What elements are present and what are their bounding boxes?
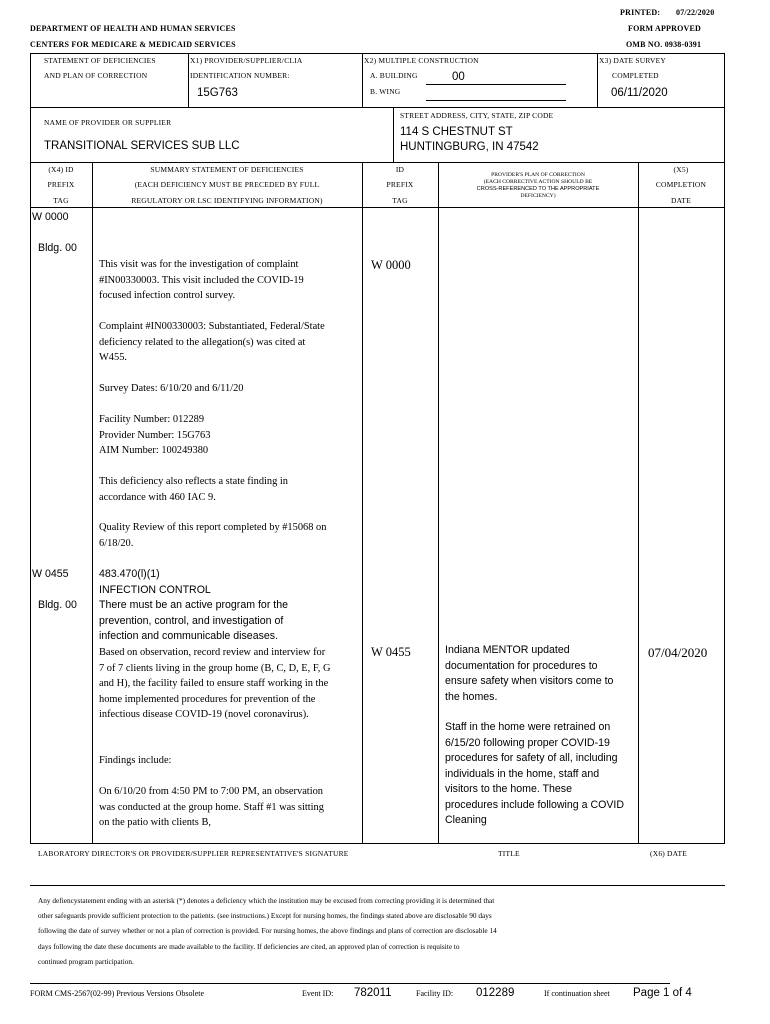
disclaimer-line4: days following the date these documents are made available to the facility. If deficiencies are cited, an approved plan of correction is requisite to <box>38 941 460 951</box>
entry1-id-tag: W 0000 <box>371 258 411 272</box>
entry2-id-tag: W 0455 <box>371 645 411 659</box>
omb-number: OMB NO. 0938-0391 <box>626 40 702 49</box>
col-summary-1: SUMMARY STATEMENT OF DEFICIENCIES <box>150 165 304 174</box>
address-line1: 114 S CHESTNUT ST <box>400 126 513 138</box>
signature-label: LABORATORY DIRECTOR'S OR PROVIDER/SUPPLIER REPRESENTATIVE'S SIGNATURE <box>38 849 349 858</box>
agency-line2: CENTERS FOR MEDICARE & MEDICAID SERVICES <box>30 40 236 49</box>
form-number: FORM CMS-2567(02-99) Previous Versions Obsolete <box>30 989 205 998</box>
entry1-aim-number: AIM Number: 100249380 <box>99 445 209 456</box>
entry2-findings-label: Findings include: <box>99 755 172 766</box>
entry1-survey-dates: Survey Dates: 6/10/20 and 6/11/20 <box>99 383 244 394</box>
page-number: Page 1 of 4 <box>633 987 692 999</box>
x2-label: X2) MULTIPLE CONSTRUCTION <box>364 56 479 65</box>
printed-label: PRINTED: <box>620 8 661 17</box>
disclaimer-line3: following the date of survey whether or not a plan of correction is provided. For nursing homes, the above findings and plans of correction are disclosable 14 <box>38 926 497 936</box>
printed-date: 07/22/2020 <box>676 8 715 17</box>
col-id-1: ID <box>395 165 405 174</box>
building-label: A. BUILDING <box>370 71 418 80</box>
x1-provider-number: 15G763 <box>197 87 238 99</box>
col-x4-3: TAG <box>53 196 69 205</box>
entry2-tag: W 0455 <box>32 568 69 580</box>
entry2-observation: Based on observation, record review and interview for 7 of 7 clients living in the group home (B, C, D, E, F, G and H), the facility failed to ensure staff working in the home implemented procedures for prevention of the infectious disease COVID-19 (novel coronavirus). <box>99 647 331 720</box>
facility-id-value: 012289 <box>476 987 515 999</box>
col-plan-4: DEFICIENCY) <box>520 193 556 199</box>
entry1-quality-review: Quality Review of this report completed by #15068 on 6/18/20. <box>99 522 327 549</box>
x1-label-2: IDENTIFICATION NUMBER: <box>190 71 290 80</box>
provider-name-label: NAME OF PROVIDER OR SUPPLIER <box>44 118 172 127</box>
survey-completed-date: 06/11/2020 <box>611 87 668 99</box>
facility-id-label: Facility ID: <box>416 989 454 998</box>
title-label: TITLE <box>498 849 520 858</box>
col-id-2: PREFIX <box>386 180 414 189</box>
entry1-tag: W 0000 <box>32 211 69 223</box>
entry2-regulation: 483.470(l)(1) <box>99 568 160 580</box>
col-summary-2: (EACH DEFICIENCY MUST BE PRECEDED BY FULL <box>134 180 320 189</box>
entry2-bldg: Bldg. 00 <box>38 599 77 611</box>
col-x5-3: DATE <box>671 196 691 205</box>
col-plan-1: PROVIDER'S PLAN OF CORRECTION <box>491 172 585 178</box>
col-x4-1: (X4) ID <box>48 165 74 174</box>
entry2-regulation-title: INFECTION CONTROL <box>99 583 211 596</box>
entry1-facility-number: Facility Number: 012289 <box>99 414 205 425</box>
x3-label-2: COMPLETED <box>612 71 659 80</box>
statement-label-2: AND PLAN OF CORRECTION <box>44 71 148 80</box>
statement-label-1: STATEMENT OF DEFICIENCIES <box>44 56 156 65</box>
disclaimer-line2: other safeguards provide sufficient protection to the patients. (see instructions.) Except for nursing homes, the findings stated above are disclosable 90 days <box>38 911 492 921</box>
entry1-state-finding: This deficiency also reflects a state finding in accordance with 460 IAC 9. <box>99 476 288 503</box>
provider-name: TRANSITIONAL SERVICES SUB LLC <box>44 140 240 152</box>
col-plan-2: (EACH CORRECTIVE ACTION SHOULD BE <box>483 179 593 185</box>
col-summary-3: REGULATORY OR LSC IDENTIFYING INFORMATION) <box>131 196 323 205</box>
entry2-completion-date: 07/04/2020 <box>648 645 708 660</box>
col-x4-2: PREFIX <box>47 180 75 189</box>
event-id-value: 782011 <box>354 987 392 999</box>
entry1-complaint: Complaint #IN00330003: Substantiated, Federal/State deficiency related to the allegation(s) was cited at W455. <box>99 321 325 363</box>
entry2-regulation-text: There must be an active program for the prevention, control, and investigation of infection and communicable diseases. <box>99 599 289 642</box>
entry2-plan-documentation: Indiana MENTOR updated documentation for procedures to ensure safety when visitors come to the homes. <box>445 644 614 703</box>
disclaimer-line5: continued program participation. <box>38 956 134 966</box>
x1-label-1: X1) PROVIDER/SUPPLIER/CLIA <box>190 56 303 65</box>
x6-date-label: (X6) DATE <box>650 849 688 858</box>
address-label: STREET ADDRESS, CITY, STATE, ZIP CODE <box>400 111 554 120</box>
col-plan-3: CROSS-REFERENCED TO THE APPROPRIATE <box>476 186 600 192</box>
continuation-label: If continuation sheet <box>544 989 610 998</box>
building-value: 00 <box>452 71 465 83</box>
col-id-3: TAG <box>392 196 408 205</box>
event-id-label: Event ID: <box>302 989 334 998</box>
col-x5-1: (X5) <box>673 165 689 174</box>
disclaimer-line1: Any defiencystatement ending with an asterisk (*) denotes a deficiency which the institution may be excused from correcting providing it is determined that <box>38 896 495 905</box>
wing-label: B. WING <box>370 87 401 96</box>
entry2-finding-detail: On 6/10/20 from 4:50 PM to 7:00 PM, an observation was conducted at the group home. Staff #1 was sitting on the patio with clients B, <box>99 786 324 828</box>
agency-line1: DEPARTMENT OF HEALTH AND HUMAN SERVICES <box>30 24 236 33</box>
entry1-provider-number: Provider Number: 15G763 <box>99 429 211 441</box>
entry1-intro: This visit was for the investigation of complaint #IN00330003. This visit included the COVID-19 focused infection control survey. <box>99 259 304 301</box>
entry1-bldg: Bldg. 00 <box>38 242 77 254</box>
address-line2: HUNTINGBURG, IN 47542 <box>400 141 539 153</box>
entry2-plan-retraining: Staff in the home were retrained on 6/15/20 following proper COVID-19 procedures for safety of all, including individuals in the home, staff and visitors to the home. These procedures include following a COVID Cleaning <box>445 721 625 826</box>
col-x5-2: COMPLETION <box>655 180 707 189</box>
form-approved: FORM APPROVED <box>628 24 702 33</box>
x3-label-1: X3) DATE SURVEY <box>599 56 666 65</box>
